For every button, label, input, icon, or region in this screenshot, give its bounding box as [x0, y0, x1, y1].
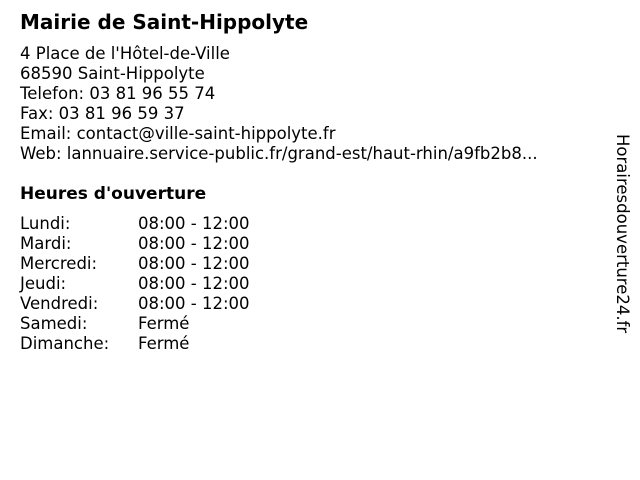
day-label: Jeudi: — [20, 274, 67, 293]
email-address: Email: contact@ville-saint-hippolyte.fr — [20, 124, 336, 143]
time-value: Fermé — [138, 314, 190, 333]
website-url: Web: lannuaire.service-public.fr/grand-est/haut-rhin/a9fb2b8... — [20, 144, 538, 163]
day-label: Dimanche: — [20, 334, 110, 353]
time-value: 08:00 - 12:00 — [138, 214, 250, 233]
page-title: Mairie de Saint-Hippolyte — [20, 10, 309, 34]
day-label: Mardi: — [20, 234, 72, 253]
fax-number: Fax: 03 81 96 59 37 — [20, 104, 185, 123]
time-value: 08:00 - 12:00 — [138, 254, 250, 273]
day-label: Lundi: — [20, 214, 71, 233]
address-street: 4 Place de l'Hôtel-de-Ville — [20, 44, 230, 63]
day-label: Samedi: — [20, 314, 88, 333]
site-watermark: Horairesdouverture24.fr — [613, 134, 632, 334]
time-value: 08:00 - 12:00 — [138, 294, 250, 313]
hours-heading: Heures d'ouverture — [20, 184, 207, 204]
phone-number: Telefon: 03 81 96 55 74 — [20, 84, 216, 103]
contact-block — [20, 44, 538, 164]
address-city: 68590 Saint-Hippolyte — [20, 64, 205, 83]
day-label: Vendredi: — [20, 294, 99, 313]
time-value: 08:00 - 12:00 — [138, 234, 250, 253]
time-value: 08:00 - 12:00 — [138, 274, 250, 293]
day-label: Mercredi: — [20, 254, 98, 273]
time-value: Fermé — [138, 334, 190, 353]
